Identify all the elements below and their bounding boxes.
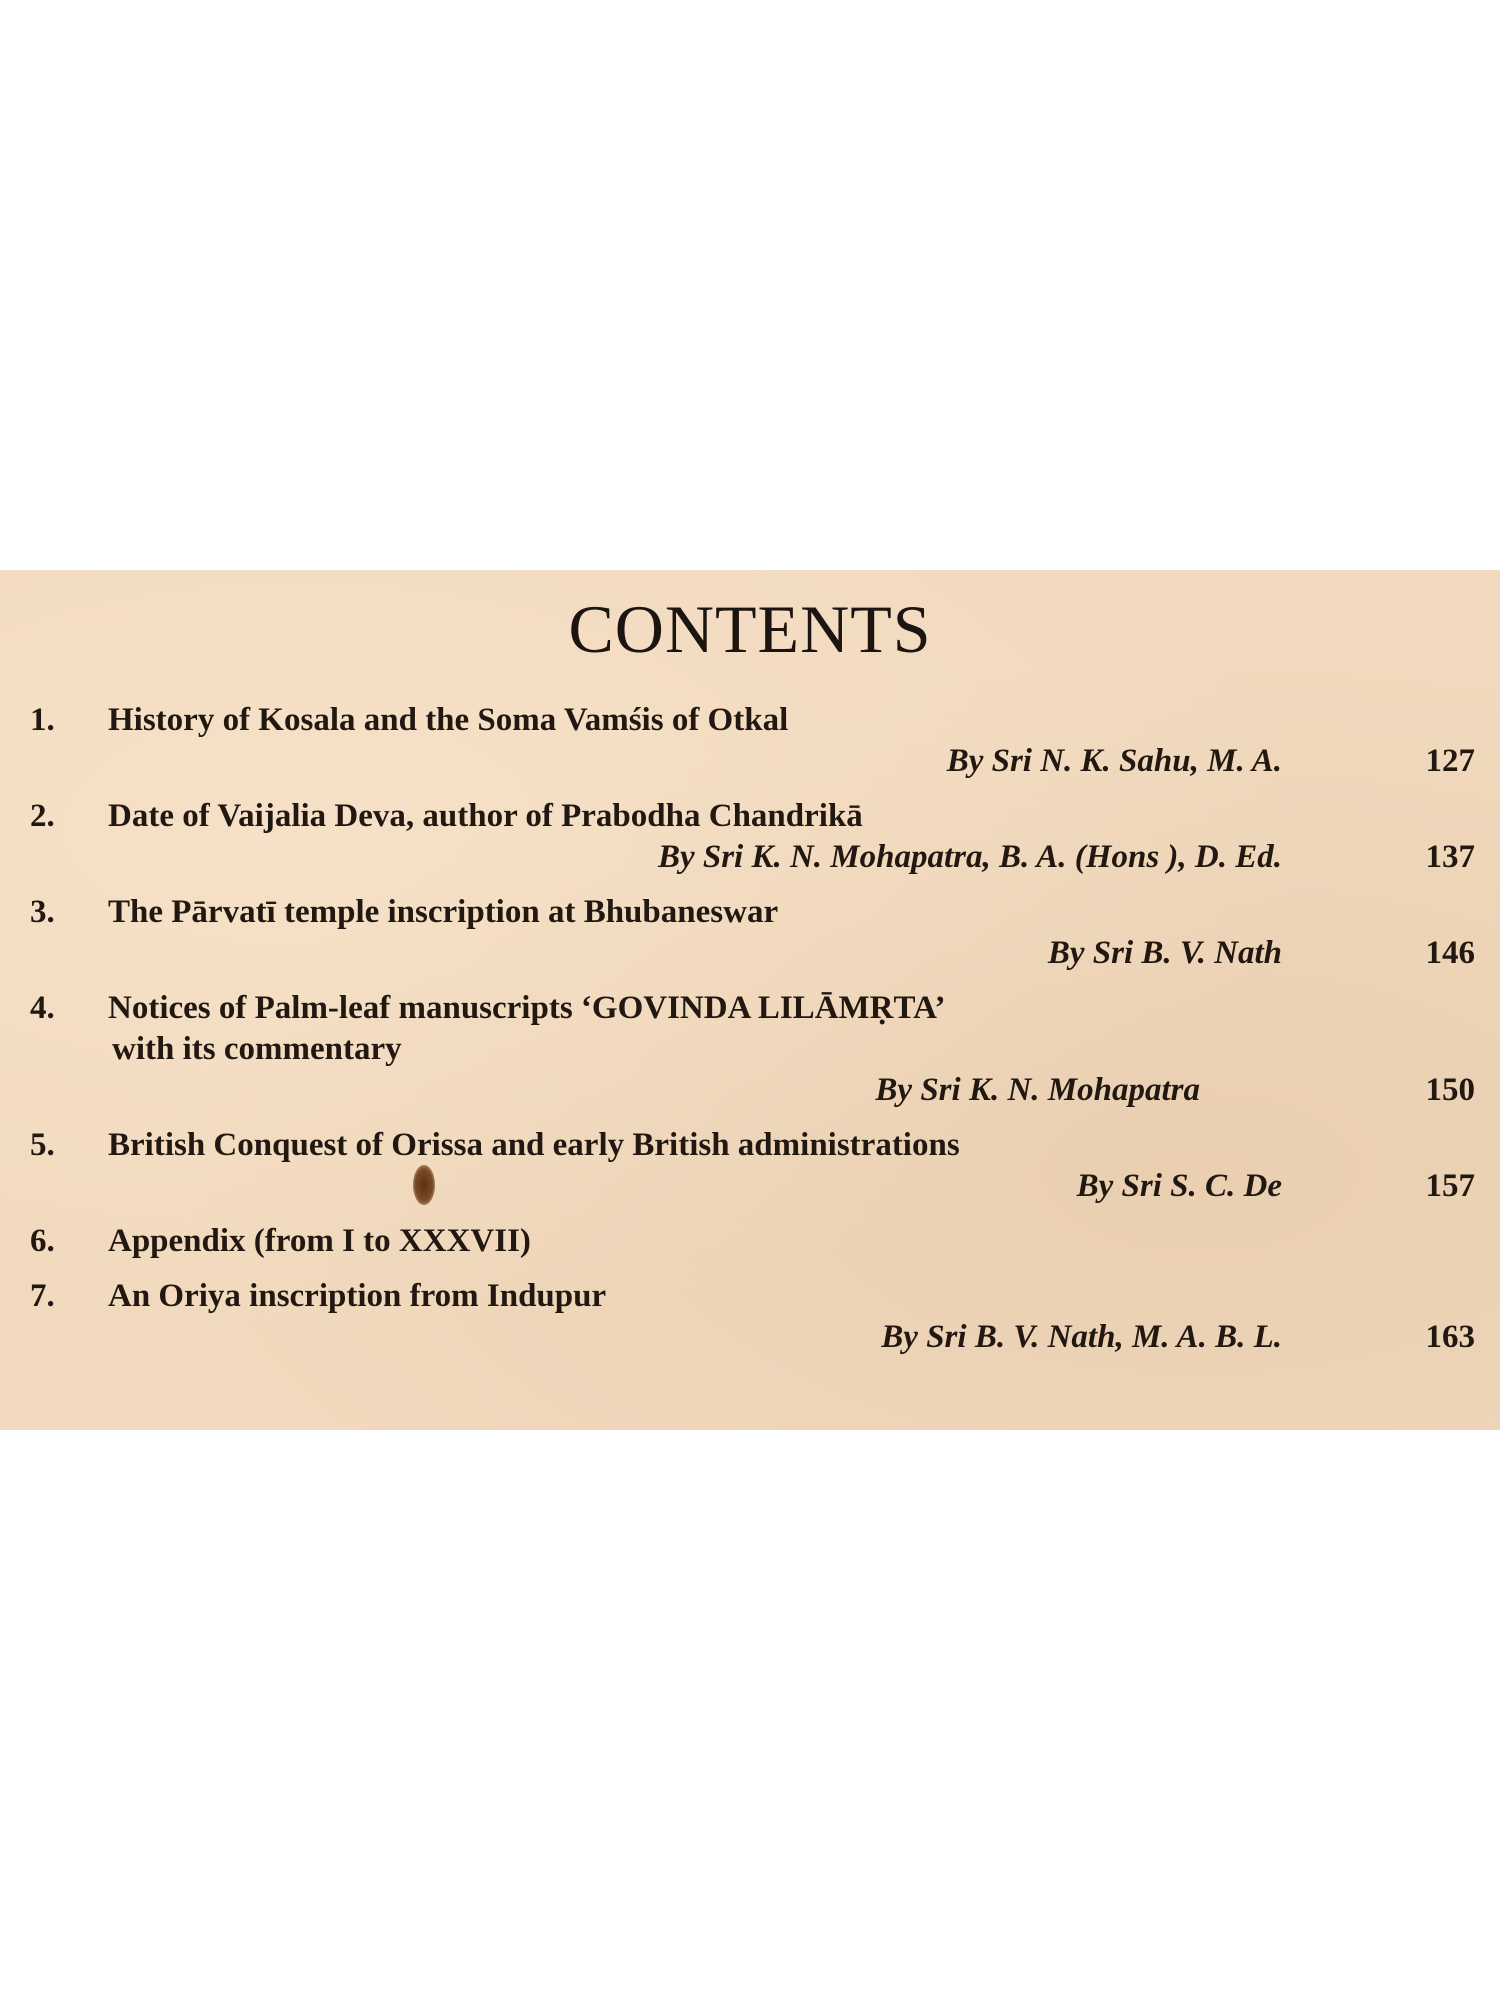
entry-title-continuation: with its commentary xyxy=(112,1031,402,1067)
paper-stain xyxy=(413,1165,435,1205)
entry-title: Date of Vaijalia Deva, author of Prabodha Chandrikā xyxy=(108,798,863,834)
entry-title: Notices of Palm-leaf manuscripts ‘GOVINDA LILĀMṚTA’ xyxy=(108,990,946,1026)
contents-entry-2 xyxy=(0,796,1500,878)
entry-author: By Sri K. N. Mohapatra xyxy=(875,1072,1200,1108)
entry-page-number: 150 xyxy=(1425,1072,1475,1108)
scanned-page xyxy=(0,570,1500,1430)
contents-entry-3 xyxy=(0,892,1500,974)
entry-title: The Pārvatī temple inscription at Bhubaneswar xyxy=(108,894,779,930)
entry-title: British Conquest of Orissa and early British administrations xyxy=(108,1127,960,1163)
entry-number: 1. xyxy=(30,702,55,738)
entry-page-number: 137 xyxy=(1425,839,1475,875)
contents-entry-1 xyxy=(0,700,1500,782)
entry-number: 6. xyxy=(30,1223,55,1259)
entry-page-number: 163 xyxy=(1425,1319,1475,1355)
contents-entry-7 xyxy=(0,1276,1500,1358)
entry-author: By Sri K. N. Mohapatra, B. A. (Hons ), D. Ed. xyxy=(657,839,1282,875)
entry-author: By Sri N. K. Sahu, M. A. xyxy=(946,743,1282,779)
entry-title: Appendix (from I to XXXVII) xyxy=(108,1223,531,1259)
contents-entry-4 xyxy=(0,988,1500,1111)
entry-author: By Sri B. V. Nath, M. A. B. L. xyxy=(881,1319,1282,1355)
contents-entry-6 xyxy=(0,1221,1500,1262)
entry-number: 4. xyxy=(30,990,55,1026)
entry-title: History of Kosala and the Soma Vamśis of Otkal xyxy=(108,702,789,738)
entry-number: 5. xyxy=(30,1127,55,1163)
contents-list xyxy=(0,700,1500,1372)
entry-author: By Sri S. C. De xyxy=(1076,1168,1282,1204)
entry-title: An Oriya inscription from Indupur xyxy=(108,1278,607,1314)
contents-title: CONTENTS xyxy=(568,591,932,667)
entry-page-number: 127 xyxy=(1425,743,1475,779)
entry-number: 7. xyxy=(30,1278,55,1314)
entry-page-number: 157 xyxy=(1425,1168,1475,1204)
entry-number: 3. xyxy=(30,894,55,930)
entry-author: By Sri B. V. Nath xyxy=(1047,935,1282,971)
entry-number: 2. xyxy=(30,798,55,834)
entry-page-number: 146 xyxy=(1425,935,1475,971)
contents-entry-5 xyxy=(0,1125,1500,1207)
